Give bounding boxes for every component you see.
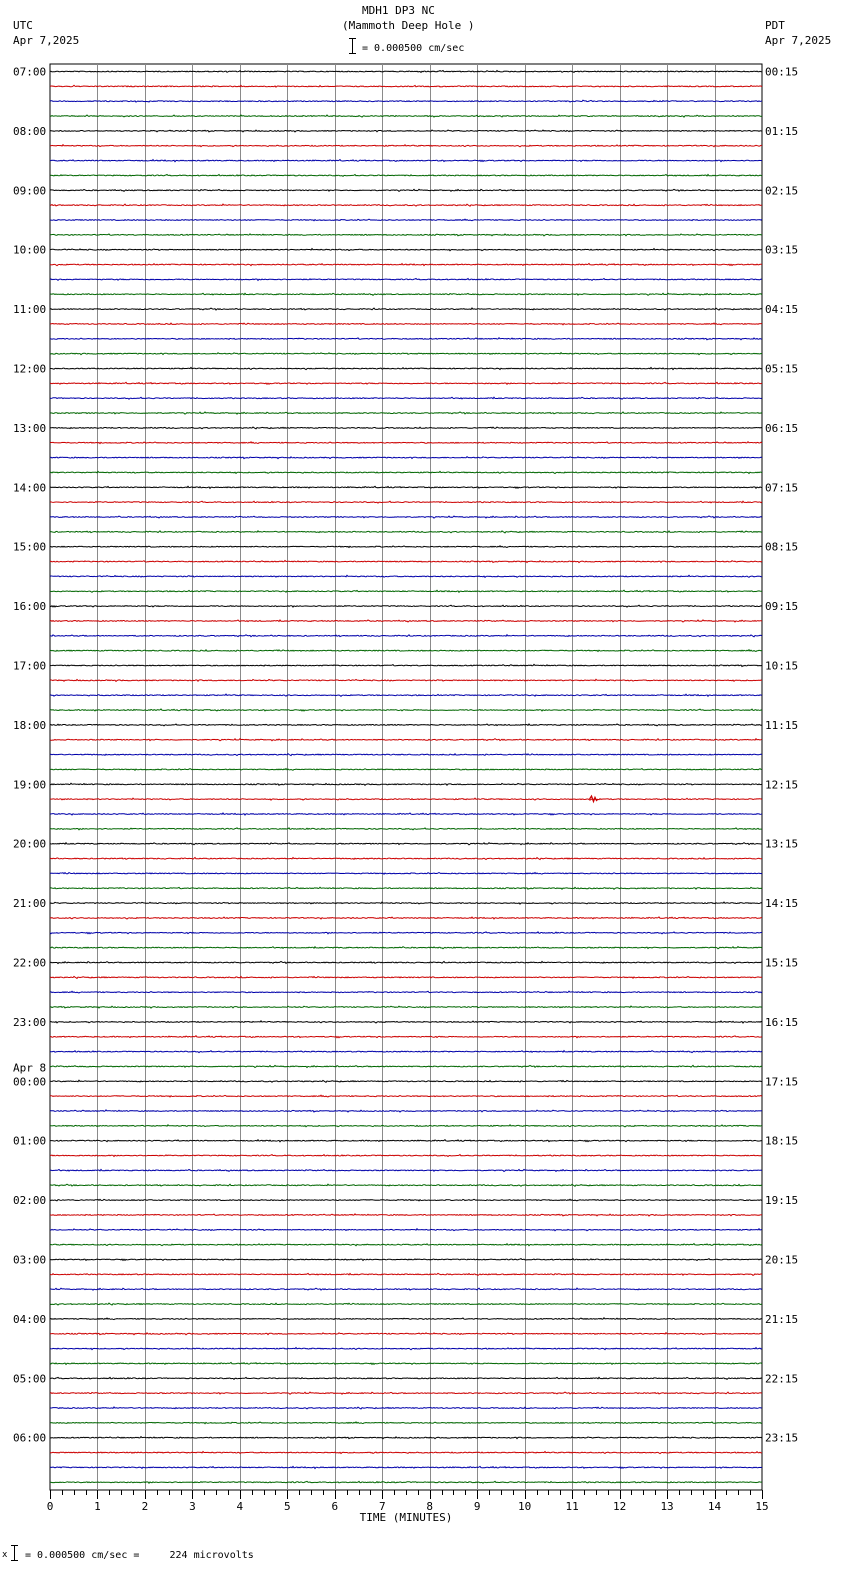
trace-line <box>50 1244 762 1246</box>
pdt-hour-label: 08:15 <box>765 540 799 554</box>
utc-hour-label: 05:00 <box>13 1372 47 1386</box>
x-tick-label: 8 <box>426 1500 434 1513</box>
trace-line <box>50 546 762 548</box>
trace-line <box>50 1006 762 1008</box>
trace-line <box>50 1051 762 1053</box>
trace-line <box>50 130 762 132</box>
pdt-hour-label: 22:15 <box>765 1372 799 1386</box>
utc-hour-label: 16:00 <box>13 600 47 614</box>
trace-line <box>50 1466 762 1468</box>
x-tick-label: 0 <box>46 1500 54 1513</box>
trace-line <box>50 486 762 488</box>
utc-hour-label: 22:00 <box>13 956 47 970</box>
pdt-hour-label: 12:15 <box>765 778 799 792</box>
trace-line <box>50 293 762 295</box>
trace-line <box>50 1481 762 1483</box>
trace-line <box>50 234 762 236</box>
trace-line <box>50 1021 762 1023</box>
trace-line <box>50 1288 762 1290</box>
trace-line <box>50 501 762 503</box>
trace-line <box>50 219 762 221</box>
trace-line <box>50 664 762 666</box>
trace-line <box>50 1065 762 1067</box>
trace-line <box>50 1303 762 1305</box>
trace-line <box>50 961 762 963</box>
trace-line <box>50 1377 762 1379</box>
footer-scale-prefix: x <box>2 1550 8 1560</box>
utc-hour-label: 19:00 <box>13 778 47 792</box>
trace-line <box>50 308 762 310</box>
utc-hour-label: 15:00 <box>13 540 47 554</box>
pdt-hour-label: 03:15 <box>765 243 799 257</box>
trace-line <box>50 1407 762 1409</box>
trace-line <box>50 798 762 800</box>
trace-line <box>50 1229 762 1231</box>
trace-line <box>50 1140 762 1142</box>
utc-date: Apr 7,2025 <box>13 34 80 47</box>
utc-hour-label: 08:00 <box>13 124 47 138</box>
trace-line <box>50 754 762 756</box>
trace-line <box>50 724 762 726</box>
pdt-hour-label: 00:15 <box>765 65 799 79</box>
pdt-hour-label: 13:15 <box>765 837 799 851</box>
trace-line <box>50 531 762 533</box>
footer-scale-bar-icon <box>11 1545 18 1561</box>
utc-hour-label: 11:00 <box>13 303 47 317</box>
utc-hour-label: 12:00 <box>13 362 47 376</box>
trace-line <box>50 1214 762 1216</box>
trace-line <box>50 976 762 978</box>
trace-line <box>50 873 762 875</box>
utc-hour-label: 01:00 <box>13 1134 47 1148</box>
station-subtitle: (Mammoth Deep Hole ) <box>342 19 475 32</box>
pdt-date: Apr 7,2025 <box>765 34 832 47</box>
trace-line <box>50 1452 762 1454</box>
trace-line <box>50 1199 762 1201</box>
trace-line <box>50 189 762 191</box>
utc-hour-label: 07:00 <box>13 65 47 79</box>
trace-line <box>50 457 762 459</box>
trace-line <box>50 249 762 251</box>
pdt-hour-label: 14:15 <box>765 897 799 911</box>
x-tick-label: 11 <box>565 1500 579 1513</box>
utc-hour-label: 09:00 <box>13 184 47 198</box>
x-tick-label: 3 <box>189 1500 196 1513</box>
x-tick-label: 7 <box>378 1500 386 1513</box>
pdt-hour-label: 10:15 <box>765 659 799 673</box>
x-tick-label: 14 <box>707 1500 722 1513</box>
trace-line <box>50 145 762 147</box>
trace-line <box>50 1273 762 1275</box>
trace-line <box>50 709 762 711</box>
x-tick-label: 12 <box>612 1500 627 1513</box>
trace-line <box>50 843 762 845</box>
trace-line <box>50 650 762 652</box>
trace-line <box>50 175 762 177</box>
trace-line <box>50 71 762 73</box>
x-tick-label: 10 <box>518 1500 532 1513</box>
x-tick-label: 15 <box>755 1500 769 1513</box>
trace-line <box>50 115 762 117</box>
pdt-hour-label: 15:15 <box>765 956 799 970</box>
trace-line <box>50 382 762 384</box>
pdt-hour-label: 19:15 <box>765 1194 799 1208</box>
trace-line <box>50 679 762 681</box>
trace-line <box>50 1392 762 1394</box>
event-group <box>590 796 599 801</box>
utc-hour-label: 00:00 <box>13 1075 47 1089</box>
trace-line <box>50 412 762 414</box>
utc-label: UTC <box>13 19 33 32</box>
x-tick-label: 2 <box>141 1500 149 1513</box>
event-mark <box>590 796 599 801</box>
x-tick-label: 1 <box>94 1500 101 1513</box>
x-axis-title: TIME (MINUTES) <box>359 1511 453 1524</box>
utc-hour-label: 10:00 <box>13 243 47 257</box>
trace-line <box>50 828 762 830</box>
trace-line <box>50 575 762 577</box>
station-title: MDH1 DP3 NC <box>362 4 435 17</box>
trace-line <box>50 1169 762 1171</box>
pdt-hour-label: 21:15 <box>765 1312 799 1326</box>
x-tick-label: 13 <box>660 1500 674 1513</box>
trace-line <box>50 1348 762 1350</box>
utc-hour-label: 06:00 <box>13 1431 47 1445</box>
trace-line <box>50 590 762 592</box>
trace-line <box>50 605 762 607</box>
trace-line <box>50 353 762 355</box>
trace-line <box>50 1155 762 1157</box>
x-tick-label: 6 <box>331 1500 339 1513</box>
utc-hour-label: 18:00 <box>13 718 47 732</box>
pdt-hour-label: 17:15 <box>765 1075 799 1089</box>
pdt-hour-label: 16:15 <box>765 1015 799 1029</box>
utc-hour-label: 02:00 <box>13 1194 47 1208</box>
plot-grid <box>50 64 762 1490</box>
trace-line <box>50 917 762 919</box>
utc-hour-label: 14:00 <box>13 481 47 495</box>
pdt-label: PDT <box>765 19 785 32</box>
trace-line <box>50 902 762 904</box>
trace-line <box>50 442 762 444</box>
trace-line <box>50 160 762 162</box>
trace-line <box>50 1036 762 1038</box>
trace-line <box>50 279 762 281</box>
trace-line <box>50 1259 762 1261</box>
trace-group <box>50 71 762 1484</box>
trace-line <box>50 858 762 860</box>
pdt-hour-label: 04:15 <box>765 303 799 317</box>
trace-line <box>50 769 762 771</box>
utc-hour-label: 20:00 <box>13 837 47 851</box>
trace-line <box>50 947 762 949</box>
trace-line <box>50 1080 762 1082</box>
trace-line <box>50 887 762 889</box>
trace-line <box>50 813 762 815</box>
trace-line <box>50 1333 762 1335</box>
pdt-hour-label: 07:15 <box>765 481 799 495</box>
trace-line <box>50 204 762 206</box>
trace-line <box>50 1318 762 1320</box>
trace-line <box>50 338 762 340</box>
pdt-hour-label: 09:15 <box>765 600 799 614</box>
trace-line <box>50 694 762 696</box>
trace-line <box>50 783 762 785</box>
plot-frame <box>50 64 762 1490</box>
trace-line <box>50 264 762 266</box>
trace-line <box>50 397 762 399</box>
pdt-hour-label: 18:15 <box>765 1134 799 1148</box>
footer-scale-label: = 0.000500 cm/sec = 224 microvolts <box>25 1550 254 1561</box>
pdt-hour-label: 06:15 <box>765 421 799 435</box>
trace-line <box>50 739 762 741</box>
trace-line <box>50 471 762 473</box>
trace-line <box>50 367 762 369</box>
trace-line <box>50 1362 762 1364</box>
utc-hour-label: 13:00 <box>13 421 47 435</box>
trace-line <box>50 516 762 518</box>
trace-line <box>50 85 762 87</box>
pdt-hour-label: 11:15 <box>765 718 799 732</box>
trace-line <box>50 620 762 622</box>
trace-line <box>50 1110 762 1112</box>
trace-line <box>50 427 762 429</box>
pdt-hour-label: 02:15 <box>765 184 799 198</box>
trace-line <box>50 1184 762 1186</box>
x-tick-label: 9 <box>473 1500 481 1513</box>
trace-line <box>50 1125 762 1127</box>
trace-line <box>50 323 762 325</box>
trace-line <box>50 561 762 563</box>
date-change-label: Apr 8 <box>13 1061 47 1075</box>
trace-line <box>50 991 762 993</box>
utc-hour-label: 23:00 <box>13 1015 47 1029</box>
scale-label: = 0.000500 cm/sec <box>362 43 465 54</box>
pdt-hour-label: 20:15 <box>765 1253 799 1267</box>
utc-hour-label: 03:00 <box>13 1253 47 1267</box>
x-tick-label: 5 <box>284 1500 291 1513</box>
pdt-hour-label: 23:15 <box>765 1431 799 1445</box>
x-axis <box>47 1490 769 1524</box>
pdt-hour-label: 01:15 <box>765 124 799 138</box>
trace-line <box>50 635 762 637</box>
utc-hour-label: 04:00 <box>13 1312 47 1326</box>
trace-line <box>50 1422 762 1424</box>
utc-hour-label: 21:00 <box>13 897 47 911</box>
trace-line <box>50 1095 762 1097</box>
x-tick-label: 4 <box>236 1500 244 1513</box>
trace-line <box>50 932 762 934</box>
utc-hour-label: 17:00 <box>13 659 47 673</box>
trace-line <box>50 100 762 102</box>
pdt-hour-label: 05:15 <box>765 362 799 376</box>
trace-line <box>50 1437 762 1439</box>
